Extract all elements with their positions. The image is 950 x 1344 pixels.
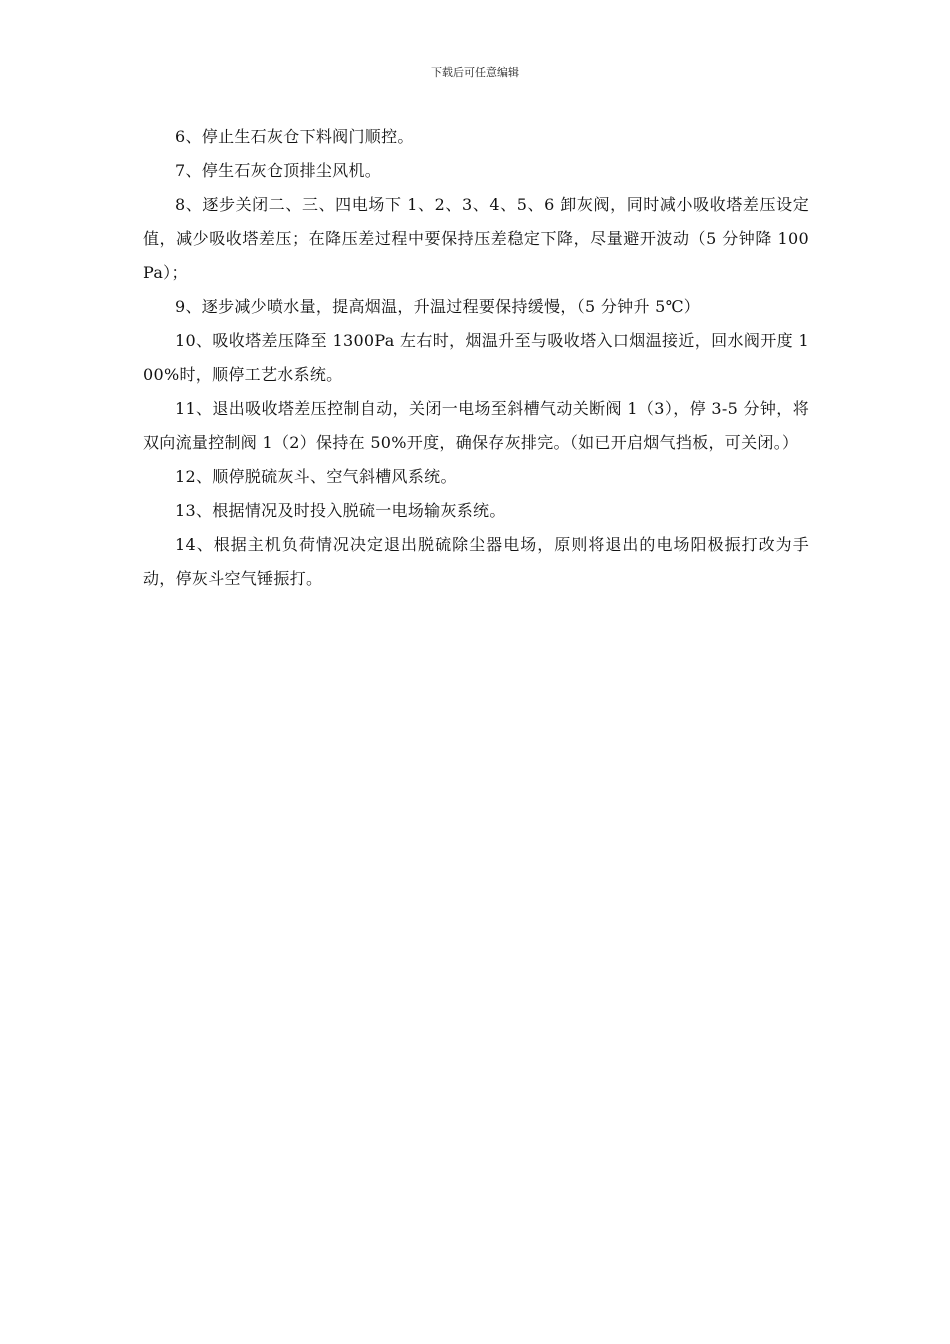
step-11: 11、退出吸收塔差压控制自动，关闭一电场至斜槽气动关断阀 1（3），停 3-5 分钟，将双向流量控制阀 1（2）保持在 50%开度，确保存灰排完。（如已开启烟气挡板，可关闭。） bbox=[143, 399, 809, 452]
page-header: 下载后可任意编辑 bbox=[431, 66, 519, 79]
step-9: 9、逐步减少喷水量，提高烟温，升温过程要保持缓慢，（5 分钟升 5℃） bbox=[175, 297, 701, 316]
step-12: 12、顺停脱硫灰斗、空气斜槽风系统。 bbox=[175, 467, 457, 486]
step-6: 6、停止生石灰仓下料阀门顺控。 bbox=[175, 127, 414, 146]
step-10: 10、吸收塔差压降至 1300Pa 左右时，烟温升至与吸收塔入口烟温接近，回水阀开度 100%时，顺停工艺水系统。 bbox=[143, 331, 809, 384]
step-8: 8、逐步关闭二、三、四电场下 1、2、3、4、5、6 卸灰阀，同时减小吸收塔差压设定值，减少吸收塔差压；在降压差过程中要保持压差稳定下降，尽量避开波动（5 分钟降 100Pa）； bbox=[143, 195, 809, 282]
document-body bbox=[143, 120, 809, 596]
step-13: 13、根据情况及时投入脱硫一电场输灰系统。 bbox=[175, 501, 506, 520]
step-7: 7、停生石灰仓顶排尘风机。 bbox=[175, 161, 382, 180]
step-14: 14、根据主机负荷情况决定退出脱硫除尘器电场，原则将退出的电场阳极振打改为手动，停灰斗空气锤振打。 bbox=[143, 535, 809, 588]
